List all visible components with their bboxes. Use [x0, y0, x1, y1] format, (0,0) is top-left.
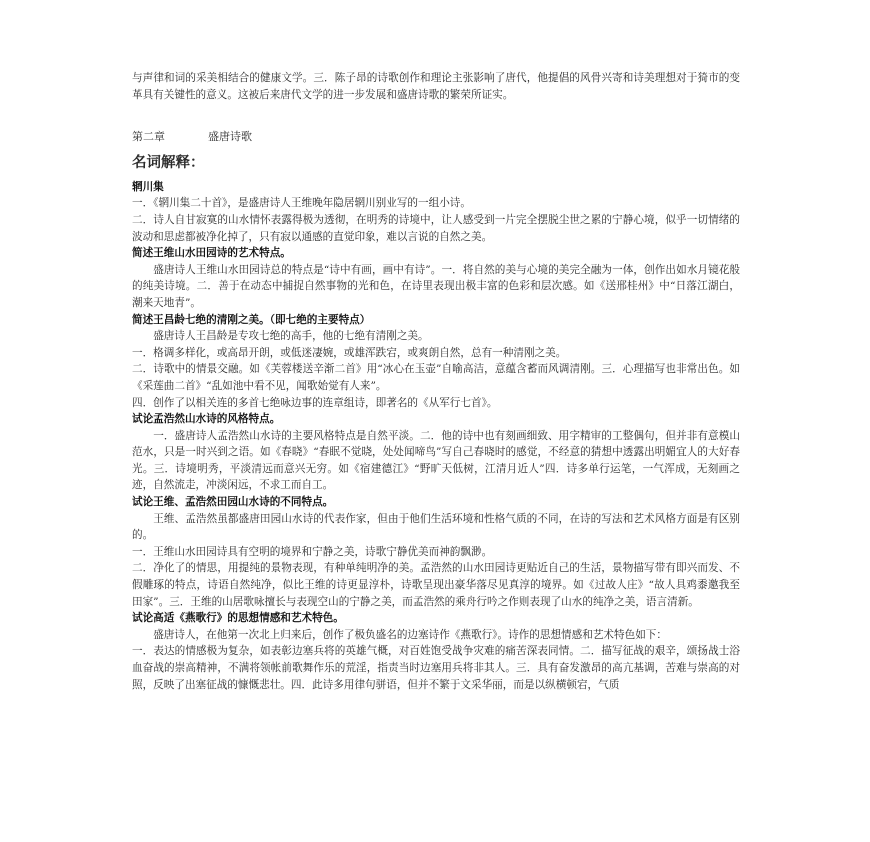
question-block: [132, 610, 740, 693]
term-block: [132, 179, 740, 245]
section-title: 名词解释：: [132, 154, 205, 171]
question-block: [132, 494, 740, 610]
question-heading: 试论高适《燕歌行》的思想情感和艺术特色。: [132, 612, 344, 625]
term-heading: 辋川集: [132, 180, 164, 193]
document-page: [132, 70, 740, 693]
chapter-number: 第二章: [132, 130, 165, 144]
chapter-title: 盛唐诗歌: [208, 130, 252, 144]
question-heading: 试论孟浩然山水诗的风格特点。: [132, 413, 281, 426]
question-block: [132, 411, 740, 494]
body-paragraph: 一．盛唐诗人孟浩然山水诗的主要风格特点是自然平淡。二．他的诗中也有刻画细致、用字精审的工整偶句，但并非有意模山范水，只是一时兴到之语。如《春晓》“春眠不觉晓，处处闻啼鸟”写自己春晓时的感觉，不经意的猜想中透露出明媚宜人的大好春光。三．诗境明秀，平淡清远而意兴无穷。如《宿建德江》“野旷天低树，江清月近人”四．诗多单行运笔，一气浑成，无刻画之迹，自然流走，冲淡闲远，不求工而自工。: [132, 429, 740, 492]
body-paragraph: 一．格调多样化，或高昂开朗，或低迷凄婉，或雄浑跌宕，或爽朗自然，总有一种清刚之美。: [132, 346, 567, 359]
chapter-heading: [132, 129, 740, 146]
body-paragraph: 二．诗歌中的情景交融。如《芙蓉楼送辛渐二首》用“冰心在玉壶”自喻高洁，意蕴含蓄而风调清刚。三．心理描写也非常出色。如《采莲曲二首》“乱如池中看不见，闻歌始觉有人来”。: [132, 363, 740, 392]
body-paragraph: 二．净化了的情思，用提纯的景物表现，有种单纯明净的美。孟浩然的山水田园诗更贴近自己的生活，景物描写带有即兴而发、不假雕琢的特点，诗语自然纯净，似比王维的诗更显淳朴，诗歌呈现出豪华落尽见真淳的境界。如《过故人庄》“故人具鸡黍邀我至田家”。三．王维的山居歌咏擅长与表现空山的宁静之美，而孟浩然的乘舟行吟之作则表现了山水的纯净之美，语言清新。: [132, 562, 740, 608]
body-paragraph: 四．创作了以相关连的多首七绝咏边事的连章组诗，即著名的《从军行七首》。: [132, 396, 498, 409]
question-heading: 试论王维、孟浩然田园山水诗的不同特点。: [132, 496, 334, 509]
body-paragraph: 一．王维山水田园诗具有空明的境界和宁静之美，诗歌宁静优美而神韵飘渺。: [132, 545, 493, 558]
intro-paragraph: 与声律和词的采美相结合的健康文学。三．陈子昂的诗歌创作和理论主张影响了唐代，他提倡的风骨兴寄和诗美理想对于猗市的变革具有关键性的意义。这被后来唐代文学的进一步发展和盛唐诗歌的繁荣所证实。: [132, 72, 740, 101]
body-paragraph: 一．《辋川集二十首》，是盛唐诗人王维晚年隐居辋川别业写的一组小诗。: [132, 197, 471, 210]
body-paragraph: 一．表达的情感极为复杂，如表彰边塞兵将的英雄气概，对百姓饱受战争灾难的痛苦深表同情。二．描写征战的艰辛，颂扬战士浴血奋战的崇高精神，不满将领帐前歌舞作乐的荒淫，指责当时边塞用兵将非其人。三．具有奋发激昂的高亢基调，苦难与崇高的对照，反映了出塞征战的慷慨悲壮。四．此诗多用律句骈语，但并不繁于文采华丽，而是以纵横顿宕，气质: [132, 645, 740, 691]
body-paragraph: 盛唐诗人王维山水田园诗总的特点是“诗中有画，画中有诗”。一．将自然的美与心境的美完全融为一体，创作出如水月镜花般的纯美诗境。二．善于在动态中捕捉自然事物的光和色，在诗里表现出极丰富的色彩和层次感。如《送邢桂州》中“日落江湖白，潮来天地青”。: [132, 263, 740, 309]
question-heading: 简述王昌龄七绝的清刚之美。（即七绝的主要特点）: [132, 313, 371, 326]
question-block: [132, 312, 740, 412]
body-paragraph: 盛唐诗人，在他第一次北上归来后，创作了极负盛名的边塞诗作《燕歌行》。诗作的思想情感和艺术特色如下：: [153, 628, 667, 641]
question-block: [132, 245, 740, 311]
body-paragraph: 王维、孟浩然虽都盛唐田园山水诗的代表作家，但由于他们生活环境和性格气质的不同，在诗的写法和艺术风格方面是有区别的。: [132, 512, 740, 542]
body-paragraph: 二．诗人自甘寂寞的山水情怀表露得极为透彻，在明秀的诗境中，让人感受到一片完全摆脱尘世之累的宁静心境，似乎一切情绪的波动和思虑都被净化掉了，只有寂以通感的直觉印象，难以言说的自然之美。: [132, 213, 740, 243]
body-paragraph: 盛唐诗人王昌龄是专攻七绝的高手，他的七绝有清刚之美。: [153, 330, 429, 343]
question-heading: 简述王维山水田园诗的艺术特点。: [132, 247, 291, 260]
